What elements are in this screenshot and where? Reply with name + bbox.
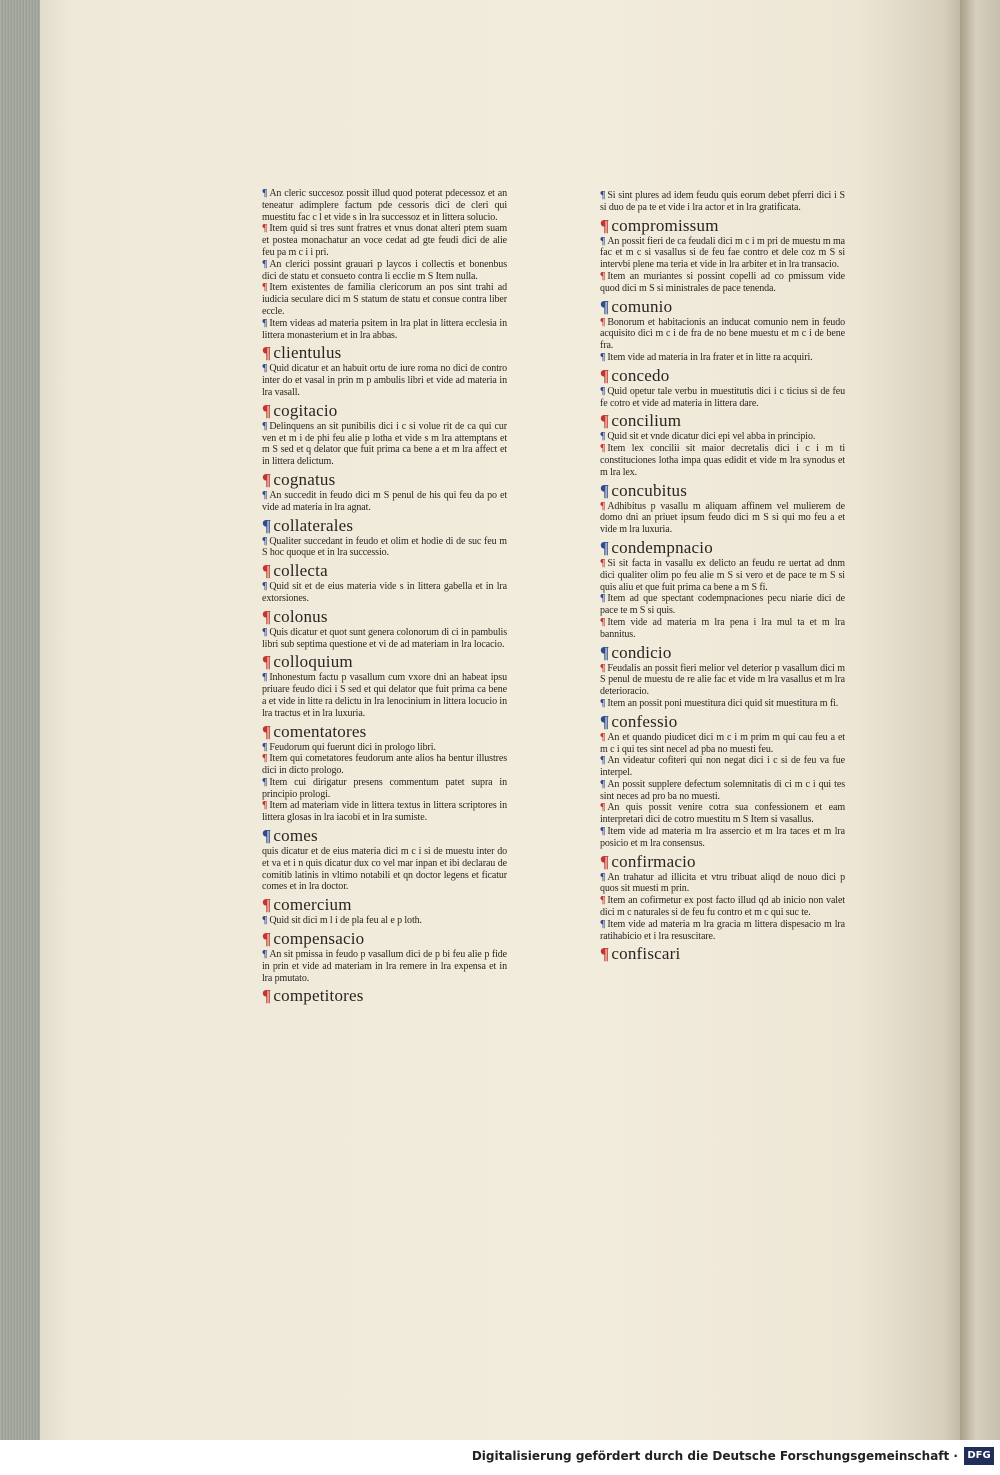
entry-paragraph [600, 617, 845, 641]
entry-heading-text: comentatores [273, 721, 367, 741]
paragraph-mark-icon: ¶ [262, 949, 268, 961]
index-entry [262, 515, 507, 560]
paragraph-text: Item cui dirigatur presens commentum patet supra in principio prologi. [262, 776, 507, 800]
index-entry [600, 851, 845, 943]
paragraph-mark-icon: ¶ [600, 190, 606, 201]
index-entry [600, 537, 845, 641]
entry-heading-text: comes [273, 826, 318, 846]
entry-paragraph [600, 779, 845, 803]
entry-heading-text: cognatus [273, 469, 336, 489]
entry-paragraph [600, 755, 845, 779]
paragraph-mark-icon: ¶ [262, 581, 268, 593]
paragraph-mark-icon: ¶ [600, 871, 606, 883]
entry-paragraph [600, 872, 845, 896]
rubric-mark-icon: ¶ [262, 652, 272, 672]
entry-paragraph [262, 915, 507, 927]
entry-paragraph [600, 431, 845, 443]
paragraph-mark-icon: ¶ [600, 443, 606, 455]
paragraph-mark-icon: ¶ [262, 420, 268, 432]
entry-heading-text: compensacio [273, 929, 365, 949]
paragraph-text: Inhonestum factu p vasallum cum vxore dni an habeat ipsu priuare feudo dici i S sed et qui delator que fuit prima ca bene a et vide in litte ra delictu in lra lenocinium in littera locucio in lra tractus et in lra luxuria. [262, 672, 507, 719]
paragraph-mark-icon: ¶ [600, 557, 606, 569]
index-entry [600, 410, 845, 478]
paragraph-text: quis dicatur et de eius materia dici m c i si de muestu inter do et va et i n quis dicatur dux co vel mar inpan et ibi declarau de comitib latinis in vltimo notabili et qn doctor legens et ficatur comes et in lra doctor. [262, 846, 507, 893]
entry-paragraph [600, 271, 845, 295]
entry-heading-text: concubitus [611, 480, 688, 500]
right-text-column [600, 190, 845, 964]
paragraph-mark-icon: ¶ [600, 270, 606, 282]
paragraph-mark-icon: ¶ [262, 363, 268, 375]
entry-heading-text: clientulus [273, 343, 342, 363]
paragraph-text: An succedit in feudo dici m S penul de his qui feu da po et vide ad materia in lra agnat. [262, 489, 507, 513]
entry-heading-text: concedo [611, 365, 670, 385]
paragraph-mark-icon: ¶ [262, 188, 268, 199]
paragraph-text: Item existentes de familia clericorum an pos sint trahi ad iudicia seculare dici m S statum de statu et consue contra liber eccle. [262, 282, 507, 317]
paragraph-text: Item quid si tres sunt fratres et vnus donat alteri ptem suam et postea monachatur an voce cedat ad gte feudi dici de alie feu pa m c i i pri. [262, 223, 507, 258]
entry-paragraph [600, 501, 845, 536]
paragraph-text: Item lex concilii sit maior decretalis dici i c i m ti constituciones lotha impa quas edidit et vide m lra synodus et m lra lex. [600, 443, 845, 478]
rubric-mark-icon: ¶ [600, 944, 610, 964]
entry-paragraph [262, 753, 507, 777]
paragraph-mark-icon: ¶ [262, 626, 268, 638]
index-entry [262, 651, 507, 719]
index-entry [600, 480, 845, 536]
paragraph-mark-icon: ¶ [600, 385, 606, 397]
rubric-mark-icon: ¶ [600, 537, 610, 557]
entry-paragraph [262, 949, 507, 984]
paragraph-mark-icon: ¶ [262, 915, 268, 927]
paragraph-text: Si sint plures ad idem feudu quis eorum debet pferri dici i S si duo de pa te et vide i lra actor et in lra gratificata. [600, 190, 845, 213]
entry-heading-text: confessio [611, 711, 678, 731]
entry-heading-text: concilium [611, 411, 682, 431]
entry-paragraph [262, 490, 507, 514]
paragraph-mark-icon: ¶ [262, 776, 268, 788]
paragraph-mark-icon: ¶ [600, 500, 606, 512]
paragraph-text: Feudorum qui fuerunt dici in prologo libri. [269, 741, 436, 753]
paragraph-mark-icon: ¶ [600, 431, 606, 443]
entry-heading-text: confiscari [611, 944, 681, 964]
entry-heading [262, 894, 507, 915]
paragraph-text: Feudalis an possit fieri melior vel deterior p vasallum dici m S penul de muestu de re alie fac et vide m lra vasallus et m lra deterioracio. [600, 662, 845, 698]
paragraph-text: Item videas ad materia psitem in lra plat in littera ecclesia in littera monasterium et in lra abbas. [262, 317, 507, 341]
entry-paragraph [600, 919, 845, 943]
entry-heading-text: comunio [611, 296, 673, 316]
paragraph-mark-icon: ¶ [600, 755, 606, 767]
entry-heading [262, 515, 507, 536]
entry-heading [600, 537, 845, 558]
paragraph-text: Quid sit et de eius materia vide s in littera gabella et in lra extorsiones. [262, 581, 507, 604]
index-entry [262, 985, 507, 1006]
index-entry [262, 894, 507, 927]
rubric-mark-icon: ¶ [262, 826, 272, 846]
entry-paragraph [600, 732, 845, 756]
entry-paragraph [600, 663, 845, 698]
left-text-column [262, 188, 507, 1006]
entry-paragraph [262, 846, 507, 893]
index-entry [262, 342, 507, 398]
entry-heading [600, 943, 845, 964]
entry-paragraph [262, 421, 507, 468]
paragraph-text: An trahatur ad illicita et vtru tribuat aliqd de nouo dici p quos sit muesti m prin. [600, 871, 845, 895]
index-entry [262, 188, 507, 341]
paragraph-mark-icon: ¶ [262, 672, 268, 684]
paragraph-text: An cleric succesoz possit illud quod poterat pdecessoz et an teneatur adimplere factum pde cessoris dici de cleri qui muestitu fac c l et vide s in lra successoz et in littera solucio. [262, 188, 507, 223]
index-entry [600, 711, 845, 850]
paragraph-mark-icon: ¶ [600, 616, 606, 628]
paragraph-mark-icon: ¶ [600, 697, 606, 709]
rubric-mark-icon: ¶ [600, 296, 610, 316]
entry-heading [262, 400, 507, 421]
rubric-mark-icon: ¶ [600, 411, 610, 431]
entry-paragraph [262, 581, 507, 605]
paragraph-mark-icon: ¶ [600, 235, 606, 247]
rubric-mark-icon: ¶ [262, 469, 272, 489]
entry-heading [600, 711, 845, 732]
entry-heading [600, 480, 845, 501]
rubric-mark-icon: ¶ [262, 721, 272, 741]
paragraph-text: An et quando piudicet dici m c i m prim m qui cau feu a et m c i qui tes sint necel ad pba no muesti feu. [600, 731, 845, 755]
page-edges-left [0, 0, 42, 1440]
rubric-mark-icon: ¶ [262, 606, 272, 626]
entry-heading [262, 721, 507, 742]
index-entry [600, 215, 845, 295]
paragraph-text: An videatur cofiteri qui non negat dici i c si de feu va fue interpel. [600, 755, 845, 779]
entry-paragraph [262, 223, 507, 258]
entry-paragraph [600, 236, 845, 271]
paragraph-text: Item vide ad materia m lra assercio et m lra taces et m lra posicio et m lra consensus. [600, 826, 845, 849]
paragraph-mark-icon: ¶ [262, 258, 268, 270]
paragraph-text: Bonorum et habitacionis an inducat comunio nem in feudo acquisito dici m c i de fra de no bene muestu et m c i de bene fra. [600, 316, 845, 352]
entry-paragraph [262, 627, 507, 651]
rubric-mark-icon: ¶ [262, 561, 272, 581]
paragraph-text: Item vide ad materia in lra frater et in litte ra acquiri. [607, 351, 813, 363]
paragraph-mark-icon: ¶ [262, 282, 268, 294]
entry-heading [600, 642, 845, 663]
entry-heading-text: condempnacio [611, 537, 713, 557]
rubric-mark-icon: ¶ [600, 215, 610, 235]
paragraph-text: Item ad que spectant codempnaciones pecu niarie dici de pace te m S si quis. [600, 593, 845, 617]
index-entry [600, 365, 845, 410]
paragraph-mark-icon: ¶ [600, 662, 606, 674]
entry-paragraph [600, 558, 845, 593]
rubric-mark-icon: ¶ [262, 400, 272, 420]
paragraph-text: Qualiter succedant in feudo et olim et hodie di de suc feu m S hoc quoque et in lra successio. [262, 535, 507, 559]
paragraph-text: Item an muriantes si possint copelli ad co pmissum vide quod dici m S si ministrales de pace tenenda. [600, 270, 845, 294]
paragraph-mark-icon: ¶ [600, 895, 606, 907]
index-entry [262, 469, 507, 514]
paragraph-text: Item vide ad materia m lra pena i lra mul ta et m lra bannitus. [600, 616, 845, 640]
entry-paragraph [262, 363, 507, 398]
entry-heading [262, 342, 507, 363]
rubric-mark-icon: ¶ [600, 851, 610, 871]
paragraph-text: Item an possit poni muestitura dici quid sit muestitura m fi. [607, 697, 839, 709]
dfg-logo: DFG [964, 1447, 994, 1465]
entry-heading [600, 851, 845, 872]
paragraph-text: Quid sit et vnde dicatur dici epi vel abba in principio. [607, 431, 816, 443]
entry-paragraph [600, 593, 845, 617]
entry-paragraph [600, 698, 845, 710]
paragraph-mark-icon: ¶ [262, 223, 268, 235]
paragraph-text: Item vide ad materia m lra gracia m littera dispesacio m lra ratihabicio et i lra resuscitare. [600, 918, 845, 942]
footer-credit: Digitalisierung gefördert durch die Deutsche Forschungsgemeinschaft · [471, 1449, 958, 1463]
entry-paragraph [262, 188, 507, 223]
paragraph-text: An clerici possint grauari p laycos i collectis et bonenbus dici de statu et consueto contra li ecclie m S Item nulla. [262, 258, 507, 282]
entry-heading [262, 560, 507, 581]
index-entry [262, 721, 507, 825]
paragraph-text: An possit supplere defectum solemnitatis di ci m c i qui tes sint neces ad pro ba no muesti. [600, 778, 845, 802]
index-entry [262, 606, 507, 651]
entry-heading [600, 215, 845, 236]
paragraph-mark-icon: ¶ [600, 802, 606, 814]
page-edge-right [960, 0, 1000, 1440]
paragraph-text: Delinquens an sit punibilis dici i c si volue rit de ca qui cur ven et m i de phi feu alie p lotha et vide s m lra attemptans et m S sed et q delator que fuit prima ca bene a et m lra affect et in littera delictum. [262, 420, 507, 468]
paragraph-mark-icon: ¶ [262, 800, 268, 812]
entry-heading [262, 928, 507, 949]
entry-paragraph [262, 672, 507, 719]
rubric-mark-icon: ¶ [600, 642, 610, 662]
entry-heading [262, 651, 507, 672]
index-entry [262, 928, 507, 984]
entry-paragraph [262, 536, 507, 560]
paragraph-mark-icon: ¶ [262, 317, 268, 329]
entry-heading-text: confirmacio [611, 851, 696, 871]
entry-heading [600, 410, 845, 431]
rubric-mark-icon: ¶ [262, 986, 272, 1006]
entry-paragraph [600, 802, 845, 826]
paragraph-text: Quid sit dici m l i de pla feu al e p loth. [269, 915, 422, 927]
index-entry [600, 296, 845, 364]
index-entry [262, 825, 507, 893]
index-entry [262, 400, 507, 468]
paragraph-text: An quis possit venire cotra sua confessionem et eam interpretari dici de cotro muestitu m S Item si vasallus. [600, 802, 845, 826]
index-entry [262, 560, 507, 605]
entry-heading-text: comercium [273, 895, 352, 915]
paragraph-text: An sit pmissa in feudo p vasallum dici de p bi feu alie p fide in prin et vide ad materiam in lra remere in lra expensa et in lra pmutato. [262, 949, 507, 984]
paragraph-text: Quid opetur tale verbu in muestitutis dici i c ticius si de feu fe cotro et vide ad materia in littera dare. [600, 385, 845, 409]
rubric-mark-icon: ¶ [600, 480, 610, 500]
entry-paragraph [262, 800, 507, 824]
paragraph-mark-icon: ¶ [262, 535, 268, 547]
paragraph-mark-icon: ¶ [600, 593, 606, 605]
index-entry [600, 190, 845, 214]
entry-heading-text: colonus [273, 606, 328, 626]
entry-paragraph [600, 826, 845, 850]
paragraph-mark-icon: ¶ [600, 918, 606, 930]
entry-paragraph [600, 317, 845, 352]
entry-heading-text: condicio [611, 642, 672, 662]
paragraph-text: Si sit facta in vasallu ex delicto an feudu re uertat ad dnm dici qualiter olim po feu alie m S si vero et de pace te m S si quis aliu et que fuit prima ca bene a m S fi. [600, 557, 845, 593]
paragraph-mark-icon: ¶ [600, 731, 606, 743]
rubric-mark-icon: ¶ [600, 711, 610, 731]
entry-heading-text: compromissum [611, 215, 719, 235]
entry-heading [600, 365, 845, 386]
rubric-mark-icon: ¶ [600, 365, 610, 385]
entry-paragraph [262, 742, 507, 754]
entry-paragraph [262, 282, 507, 317]
entry-heading [262, 825, 507, 846]
entry-paragraph [600, 190, 845, 214]
paragraph-text: Quis dicatur et quot sunt genera colonorum di ci in pambulis libri sub septima questione et vi de ad materiam in lra locacio. [262, 626, 507, 650]
paragraph-mark-icon: ¶ [262, 753, 268, 765]
entry-paragraph [600, 386, 845, 410]
entry-paragraph [262, 777, 507, 801]
paragraph-mark-icon: ¶ [600, 351, 606, 363]
entry-paragraph [262, 259, 507, 283]
entry-heading-text: collecta [273, 561, 328, 581]
index-entry [600, 943, 845, 964]
entry-heading [600, 296, 845, 317]
entry-heading-text: cogitacio [273, 400, 338, 420]
rubric-mark-icon: ¶ [262, 895, 272, 915]
entry-paragraph [600, 443, 845, 478]
paragraph-mark-icon: ¶ [600, 826, 606, 838]
entry-paragraph [262, 318, 507, 342]
paragraph-text: Quid dicatur et an habuit ortu de iure roma no dici de contro inter do et vasal in prin m p ambulis libri et vide ad materia in lra vasall. [262, 363, 507, 398]
paragraph-mark-icon: ¶ [262, 489, 268, 501]
rubric-mark-icon: ¶ [262, 929, 272, 949]
entry-paragraph [600, 352, 845, 364]
paragraph-mark-icon: ¶ [600, 316, 606, 328]
entry-heading [262, 469, 507, 490]
rubric-mark-icon: ¶ [262, 515, 272, 535]
index-entry [600, 642, 845, 710]
entry-paragraph [600, 895, 845, 919]
entry-heading-text: competitores [273, 986, 364, 1006]
rubric-mark-icon: ¶ [262, 343, 272, 363]
paragraph-mark-icon: ¶ [262, 741, 268, 753]
paragraph-text: Adhibitus p vasallu m aliquam affinem vel mulierem de domo dni an priuet ipsum feudo dici m S si qui mo feu a et vide m lra luxuria. [600, 500, 845, 536]
paragraph-text: Item qui cometatores feudorum ante alios ha bentur illustres dici in dicto prologo. [262, 753, 507, 777]
paragraph-mark-icon: ¶ [600, 778, 606, 790]
paragraph-text: An possit fieri de ca feudali dici m c i m pri de muestu m ma fac et m c si vasallus si de feu fae contro et dele coz m S si intervbi plene ma teria et vide in lra arbiter et in lra transacio. [600, 235, 845, 271]
paragraph-text: Item ad materiam vide in littera textus in littera scriptores in littera glosas in lra iacobi et in lra sumiste. [262, 800, 507, 824]
entry-heading [262, 985, 507, 1006]
entry-heading-text: collaterales [273, 515, 354, 535]
paragraph-text: Item an cofirmetur ex post facto illud qd ab inicio non valet dici m c naturales si de feu fu contro et m c qui suc te. [600, 895, 845, 919]
entry-heading [262, 606, 507, 627]
entry-heading-text: colloquium [273, 652, 353, 672]
